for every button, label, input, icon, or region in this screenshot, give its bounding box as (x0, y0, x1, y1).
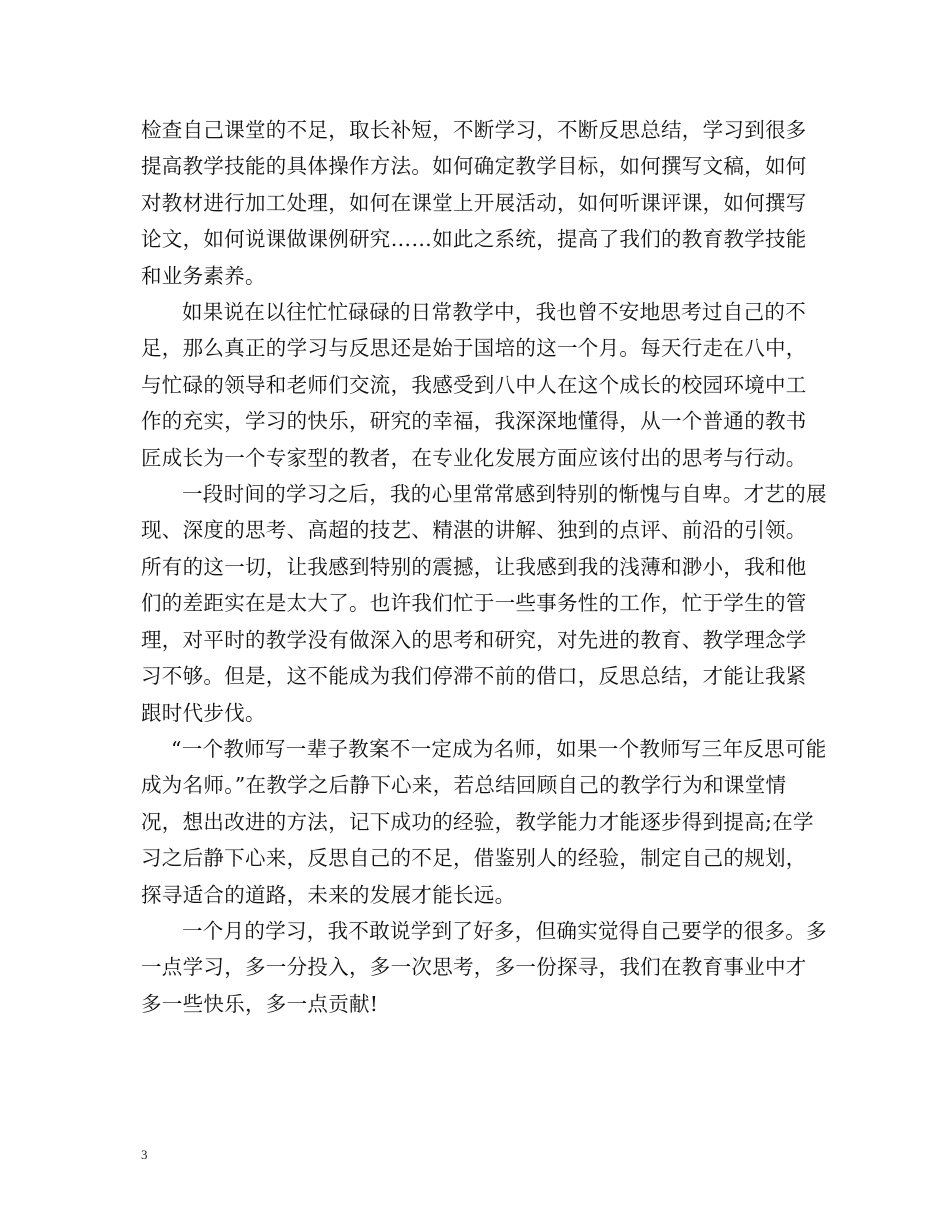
paragraph: 如果说在以往忙忙碌碌的日常教学中，我也曾不安地思考过自己的不足，那么真正的学习与反思还是始于国培的这一个月。每天行走在八中，与忙碌的领导和老师们交流，我感受到八中人在这个成长的校园环境中工作的充实，学习的快乐，研究的幸福，我深深地懂得，从一个普通的教书匠成长为一个专家型的教者，在专业化发展方面应该付出的思考与行动。 (141, 300, 807, 470)
document-body (141, 112, 827, 1022)
paragraph-continued: 检查自己课堂的不足，取长补短，不断学习，不断反思总结，学习到很多提高教学技能的具体操作方法。如何确定教学目标，如何撰写文稿，如何对教材进行加工处理，如何在课堂上开展活动，如何听课评课，如何撰写论文，如何说课做课例研究……如此之系统，提高了我们的教育教学技能和业务素养。 (141, 118, 807, 288)
paragraph-closing: 一个月的学习，我不敢说学到了好多，但确实觉得自己要学的很多。多一点学习，多一分投入，多一次思考，多一份探寻，我们在教育事业中才多一些快乐，多一点贡献! (141, 918, 827, 1016)
paragraph-quote: “一个教师写一辈子教案不一定成为名师，如果一个教师写三年反思可能成为名师。”在教学之后静下心来，若总结回顾自己的教学行为和课堂情况，想出改进的方法，记下成功的经验，教学能力才能逐步得到提高;在学习之后静下心来，反思自己的不足，借鉴别人的经验，制定自己的规划，探寻适合的道路，未来的发展才能长远。 (141, 736, 827, 907)
paragraph: 一段时间的学习之后，我的心里常常感到特别的惭愧与自卑。才艺的展现、深度的思考、高超的技艺、精湛的讲解、独到的点评、前沿的引领。所有的这一切，让我感到特别的震撼，让我感到我的浅薄和渺小，我和他们的差距实在是太大了。也许我们忙于一些事务性的工作，忙于学生的管理，对平时的教学没有做深入的思考和研究，对先进的教育、教学理念学习不够。但是，这不能成为我们停滞不前的借口，反思总结，才能让我紧跟时代步伐。 (141, 482, 827, 725)
page-number: 3 (141, 1147, 148, 1162)
